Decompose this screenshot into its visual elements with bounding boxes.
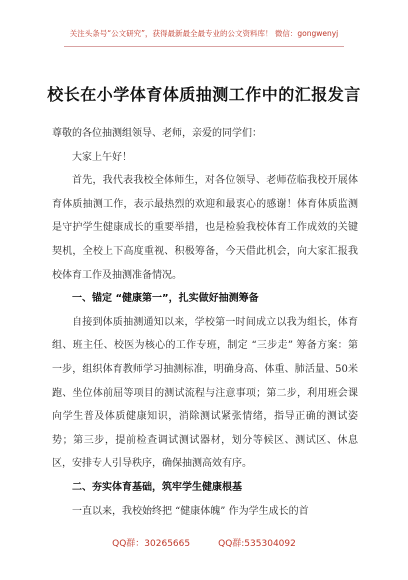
section-heading: 一、锚定 “健康第一”，扎实做好抽测筹备 bbox=[72, 293, 259, 305]
footer-qq-group-1: QQ群：30265665 bbox=[112, 539, 191, 549]
header-divider bbox=[64, 46, 344, 47]
document-title: 校长在小学体育体质抽测工作中的汇报发言 bbox=[47, 85, 361, 104]
page-header-banner: 关注头条号“公文研究”，获得最新最全最专业的公文资料库！ 微信：gongwenyj bbox=[69, 29, 339, 38]
body-paragraph: 一直以来，我校始终把 “健康体魄” 作为学生成长的首 bbox=[72, 505, 309, 517]
body-paragraph: 首先，我代表我校全体师生，对各位领导、老师莅临我校开展体育体质抽测工作，表示最热烈的欢迎和最衷心的感谢！体育体质监测是守护学生健康成长的重要举措，也是检验我校体育工作成效的关键契机，全校上下高度重视、积极筹备，今天借此机会，向大家汇报我校体育工作及抽测准备情况。 bbox=[52, 175, 358, 281]
footer-qq-group-2: QQ群:535304092 bbox=[218, 539, 296, 549]
section-heading: 二、夯实体育基础，筑牢学生健康根基 bbox=[72, 481, 242, 493]
greeting: 大家上午好！ bbox=[72, 151, 132, 163]
document-body bbox=[52, 122, 358, 523]
page-footer bbox=[0, 536, 408, 549]
body-paragraph: 自接到体质抽测通知以来，学校第一时间成立以我为组长，体育组、班主任、校医为核心的工作专班，制定 “三步走” 筹备方案：第一步，组织体育教师学习抽测标准，明确身高、体重、肺活量、50米跑、坐位体前屈等项目的测试流程与注意事项；第二步，利用班会课向学生普及体质健康知识，消除测试紧张情绪，指导正确的测试姿势；第三步，提前检查调试测试器材，划分等候区、测试区、休息区，安排专人引导秩序，确保抽测高效有序。 bbox=[52, 316, 358, 470]
salutation: 尊敬的各位抽测组领导、老师，亲爱的同学们： bbox=[52, 128, 262, 139]
